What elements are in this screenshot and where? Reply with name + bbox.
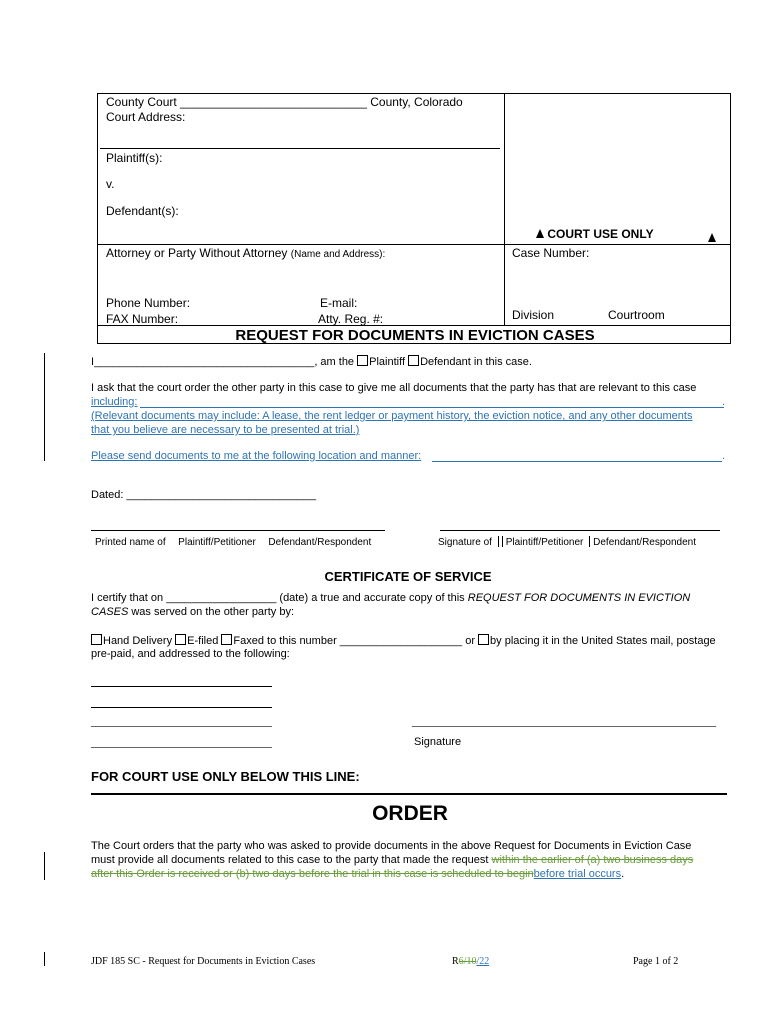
footer-revision: R6/10/22: [452, 956, 490, 967]
order-line2: must provide all documents related to this case to the party that made the request within the earlier of (a) two business days: [91, 854, 694, 866]
relevant-docs-line1: (Relevant documents may include: A lease, the rent ledger or payment history, the eviction notice, and any other documents: [91, 410, 693, 422]
case-number-label: Case Number:: [512, 246, 590, 260]
court-use-only-label: COURT USE ONLY: [536, 227, 654, 241]
service-method-line: Hand Delivery E-filed Faxed to this number ____________________ or by placing it in the United States mail, postage: [91, 634, 716, 647]
footer-form-name: JDF 185 SC - Request for Documents in Eviction Cases: [91, 956, 316, 967]
atty-reg-label: Atty. Reg. #:: [318, 312, 384, 326]
court-use-below-heading: FOR COURT USE ONLY BELOW THIS LINE:: [91, 769, 360, 784]
e-filed-checkbox[interactable]: [175, 634, 186, 645]
caption-divider: [504, 93, 505, 325]
signature-line: [440, 530, 720, 531]
caption-rule: [97, 325, 731, 326]
caption-box: [97, 93, 731, 344]
checkbox-bar[interactable]: [589, 536, 590, 547]
signature-label: Signature: [414, 736, 462, 748]
checkbox-bar[interactable]: [502, 536, 503, 547]
prepaid-line: pre-paid, and addressed to the following:: [91, 648, 290, 660]
court-address-label: Court Address:: [106, 110, 186, 124]
order-line1: The Court orders that the party who was asked to provide documents in the above Request for Documents in Eviction Case: [91, 840, 692, 852]
order-heading: ORDER: [372, 802, 448, 825]
including-period: .: [722, 396, 726, 408]
email-label: E-mail:: [320, 296, 358, 310]
revision-bar: [44, 952, 45, 966]
signature-caption: Signature of Plaintiff/Petitioner Defendant/Respondent: [438, 537, 696, 548]
attorney-label: Attorney or Party Without Attorney (Name and Address):: [106, 246, 386, 260]
phone-label: Phone Number:: [106, 296, 191, 310]
county-line: County Court ____________________________ County, Colorado: [106, 95, 463, 109]
including-line: including:: [91, 396, 138, 408]
mail-checkbox[interactable]: [478, 634, 489, 645]
send-docs-blank: [432, 461, 722, 462]
send-docs-period: .: [722, 450, 726, 462]
revision-bar: [44, 353, 45, 461]
revision-bar: [44, 852, 45, 880]
caption-rule: [100, 148, 500, 149]
address-line: [91, 686, 272, 687]
court-use-rule: [91, 793, 727, 795]
printed-name-line: [91, 530, 385, 531]
caption-rule: [97, 244, 731, 245]
certify-line2: CASES was served on the other party by:: [91, 606, 295, 618]
address-line: [91, 726, 272, 727]
relevant-docs-line2: that you believe are necessary to be presented at trial.): [91, 424, 360, 436]
order-line3: after this Order is received or (b) two days before the trial in this case is scheduled to beginbefore trial occurs.: [91, 868, 625, 880]
certificate-signature-line: [412, 726, 716, 727]
send-docs-line: Please send documents to me at the following location and manner:: [91, 450, 422, 462]
fax-label: FAX Number:: [106, 312, 179, 326]
courtroom-label: Courtroom: [608, 308, 665, 322]
i-am-line: I____________________________________, am the Plaintiff Defendant in this case.: [91, 356, 532, 368]
arrow-up-icon: [708, 229, 716, 247]
certify-line1: I certify that on __________________ (date) a true and accurate copy of this REQUEST FOR DOCUMENTS IN EVICTION: [91, 592, 691, 604]
ask-text: I ask that the court order the other party in this case to give me all documents that the party has that are relevant to this case: [91, 382, 697, 394]
arrow-up-icon: [536, 229, 544, 238]
footer-page-number: Page 1 of 2: [633, 956, 679, 967]
plaintiffs-label: Plaintiff(s):: [106, 151, 163, 165]
defendants-label: Defendant(s):: [106, 204, 179, 218]
printed-name-caption: Printed name of Plaintiff/Petitioner Defendant/Respondent: [95, 537, 372, 548]
including-blank: [140, 407, 724, 408]
dated-line: Dated: _______________________________: [91, 489, 317, 501]
certificate-heading: CERTIFICATE OF SERVICE: [324, 569, 492, 584]
address-line: [91, 747, 272, 748]
plaintiff-checkbox[interactable]: [357, 355, 368, 366]
address-line: [91, 707, 272, 708]
hand-delivery-checkbox[interactable]: [91, 634, 102, 645]
division-label: Division: [512, 308, 555, 322]
defendant-checkbox[interactable]: [408, 355, 419, 366]
page-title: REQUEST FOR DOCUMENTS IN EVICTION CASES: [235, 327, 595, 344]
faxed-checkbox[interactable]: [221, 634, 232, 645]
checkbox-bar[interactable]: [498, 536, 499, 547]
versus-label: v.: [106, 177, 115, 191]
